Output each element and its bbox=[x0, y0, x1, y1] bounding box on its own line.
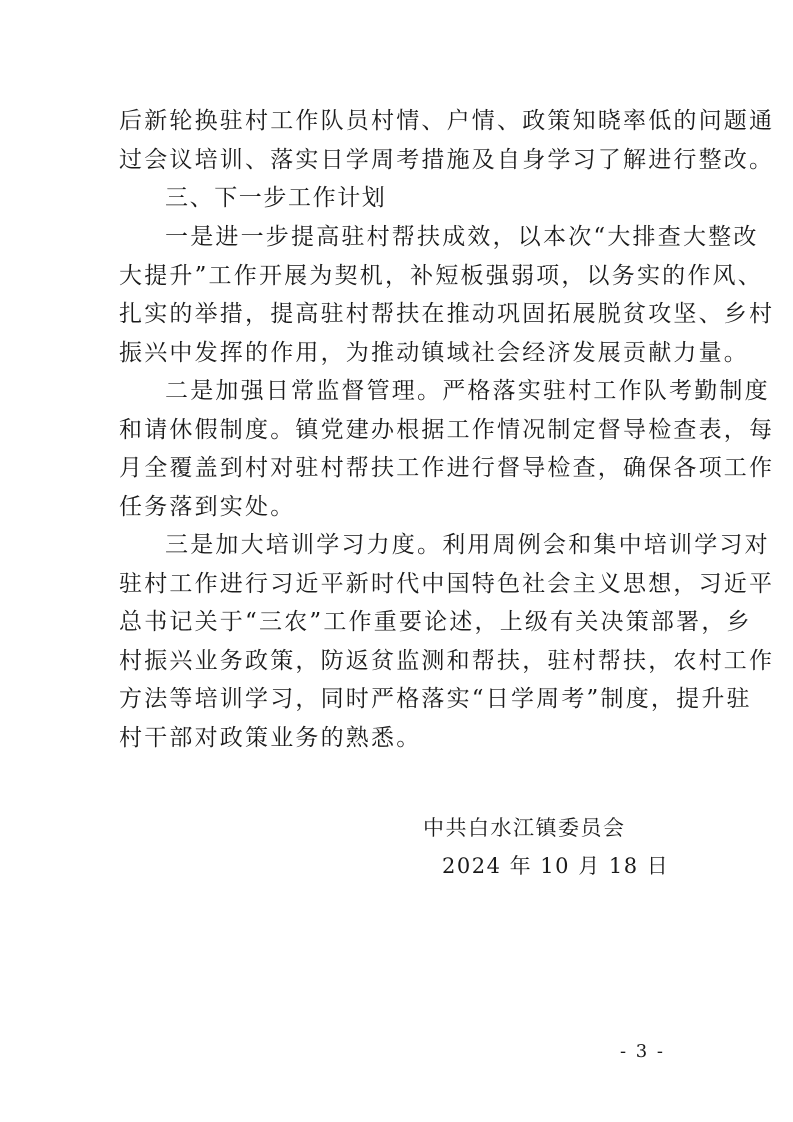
paragraph-1-line-2: 大提升”工作开展为契机，补短板强弱项，以务实的作风、 bbox=[119, 263, 763, 289]
paragraph-2-line-1: 二是加强日常监督管理。严格落实驻村工作队考勤制度 bbox=[165, 378, 770, 404]
paragraph-3-line-6: 村干部对政策业务的熟悉。 bbox=[119, 725, 422, 751]
continuation-line-1: 后新轮换驻村工作队员村情、户情、政策知晓率低的问题通 bbox=[119, 108, 775, 134]
paragraph-3-line-3: 总书记关于“三农”工作重要论述，上级有关决策部署，乡 bbox=[119, 609, 752, 635]
paragraph-2-line-4: 任务落到实处。 bbox=[119, 494, 296, 520]
paragraph-3-line-5: 方法等培训学习，同时严格落实“日学周考”制度，提升驻 bbox=[119, 686, 752, 712]
page-number: - 3 - bbox=[619, 1041, 665, 1062]
section-heading: 三、下一步工作计划 bbox=[165, 185, 387, 211]
paragraph-1-line-4: 振兴中发挥的作用，为推动镇域社会经济发展贡献力量。 bbox=[119, 340, 749, 366]
signature-date: 2024 年 10 月 18 日 bbox=[442, 854, 670, 878]
signature-organization: 中共白水江镇委员会 bbox=[423, 816, 626, 840]
paragraph-1-line-3: 扎实的举措，提高驻村帮扶在推动巩固拓展脱贫攻坚、乡村 bbox=[119, 301, 775, 327]
paragraph-3-line-4: 村振兴业务政策，防返贫监测和帮扶，驻村帮扶，农村工作 bbox=[119, 648, 775, 674]
paragraph-3-line-2: 驻村工作进行习近平新时代中国特色社会主义思想，习近平 bbox=[119, 571, 775, 597]
paragraph-1-line-1: 一是进一步提高驻村帮扶成效，以本次“大排查大整改 bbox=[165, 224, 759, 250]
paragraph-2-line-3: 月全覆盖到村对驻村帮扶工作进行督导检查，确保各项工作 bbox=[119, 455, 775, 481]
paragraph-2-line-2: 和请休假制度。镇党建办根据工作情况制定督导检查表，每 bbox=[119, 417, 775, 443]
paragraph-3-line-1: 三是加大培训学习力度。利用周例会和集中培训学习对 bbox=[165, 532, 770, 558]
continuation-line-2: 过会议培训、落实日学周考措施及自身学习了解进行整改。 bbox=[119, 147, 775, 173]
